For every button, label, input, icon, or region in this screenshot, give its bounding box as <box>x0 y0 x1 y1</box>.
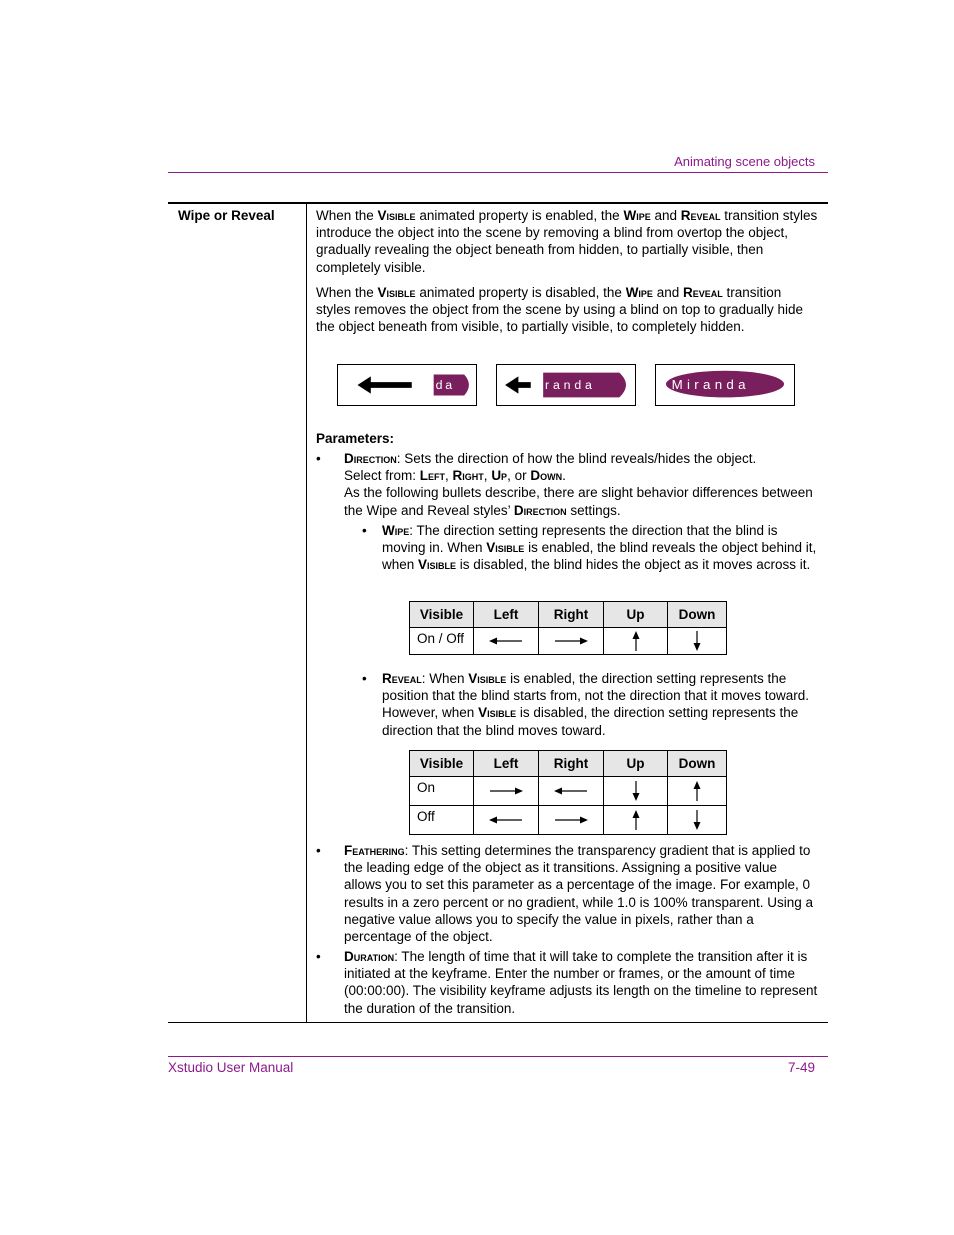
logo-text-3: Miranda <box>671 376 750 392</box>
footer-page-number: 7-49 <box>787 1060 815 1075</box>
row-label: Off <box>410 806 474 835</box>
col-header: Visible <box>410 602 474 628</box>
col-header: Right <box>539 751 604 777</box>
table-row <box>410 628 727 655</box>
wipe-illustration-3 <box>655 364 795 406</box>
row-label: On <box>410 777 474 806</box>
term-wipe-or-reveal: Wipe or Reveal <box>178 208 275 223</box>
col-header: Left <box>474 751 539 777</box>
table-bottom-rule <box>168 1022 828 1023</box>
arrow-right-icon <box>539 806 604 835</box>
logo-text-1: da <box>435 377 456 392</box>
row-label: On / Off <box>410 628 474 655</box>
col-header: Up <box>604 751 668 777</box>
parameters-title: Parameters: <box>316 431 395 446</box>
col-header: Down <box>668 602 727 628</box>
reveal-direction-table <box>409 750 727 835</box>
running-header: Animating scene objects <box>674 154 815 169</box>
arrow-down-icon <box>668 628 727 655</box>
table-row <box>410 777 727 806</box>
header-rule <box>168 172 828 173</box>
arrow-down-icon <box>604 777 668 806</box>
arrow-right-icon <box>474 777 539 806</box>
arrow-up-icon <box>604 628 668 655</box>
arrow-up-icon <box>668 777 727 806</box>
column-divider <box>306 203 307 1023</box>
table-row <box>410 806 727 835</box>
arrow-left-icon <box>474 628 539 655</box>
col-header: Left <box>474 602 539 628</box>
col-header: Down <box>668 751 727 777</box>
arrow-down-icon <box>668 806 727 835</box>
wipe-illustration-1 <box>337 364 477 406</box>
paragraph-disabled: When the Visible animated property is disabled, the Wipe and Reveal transition styles removes the object from the scene by using a blind on top to gradually hide the object beneath from visible, to partially visible, to completely hidden. <box>316 285 804 335</box>
arrow-left-icon <box>474 806 539 835</box>
arrow-left-icon <box>539 777 604 806</box>
col-header: Up <box>604 602 668 628</box>
col-header: Right <box>539 602 604 628</box>
wipe-illustration-2 <box>496 364 636 406</box>
footer-rule <box>168 1056 828 1057</box>
arrow-up-icon <box>604 806 668 835</box>
table-top-rule <box>168 202 828 204</box>
wipe-direction-table <box>409 601 727 655</box>
logo-text-2: randa <box>545 377 596 392</box>
arrow-right-icon <box>539 628 604 655</box>
paragraph-enabled: When the Visible animated property is enabled, the Wipe and Reveal transition styles introduce the object into the scene by removing a blind from overtop the object, gradually revealing the object beneath from hidden, to partially visible, then completely visible. <box>316 208 818 275</box>
footer-manual-title: Xstudio User Manual <box>168 1060 294 1075</box>
col-header: Visible <box>410 751 474 777</box>
